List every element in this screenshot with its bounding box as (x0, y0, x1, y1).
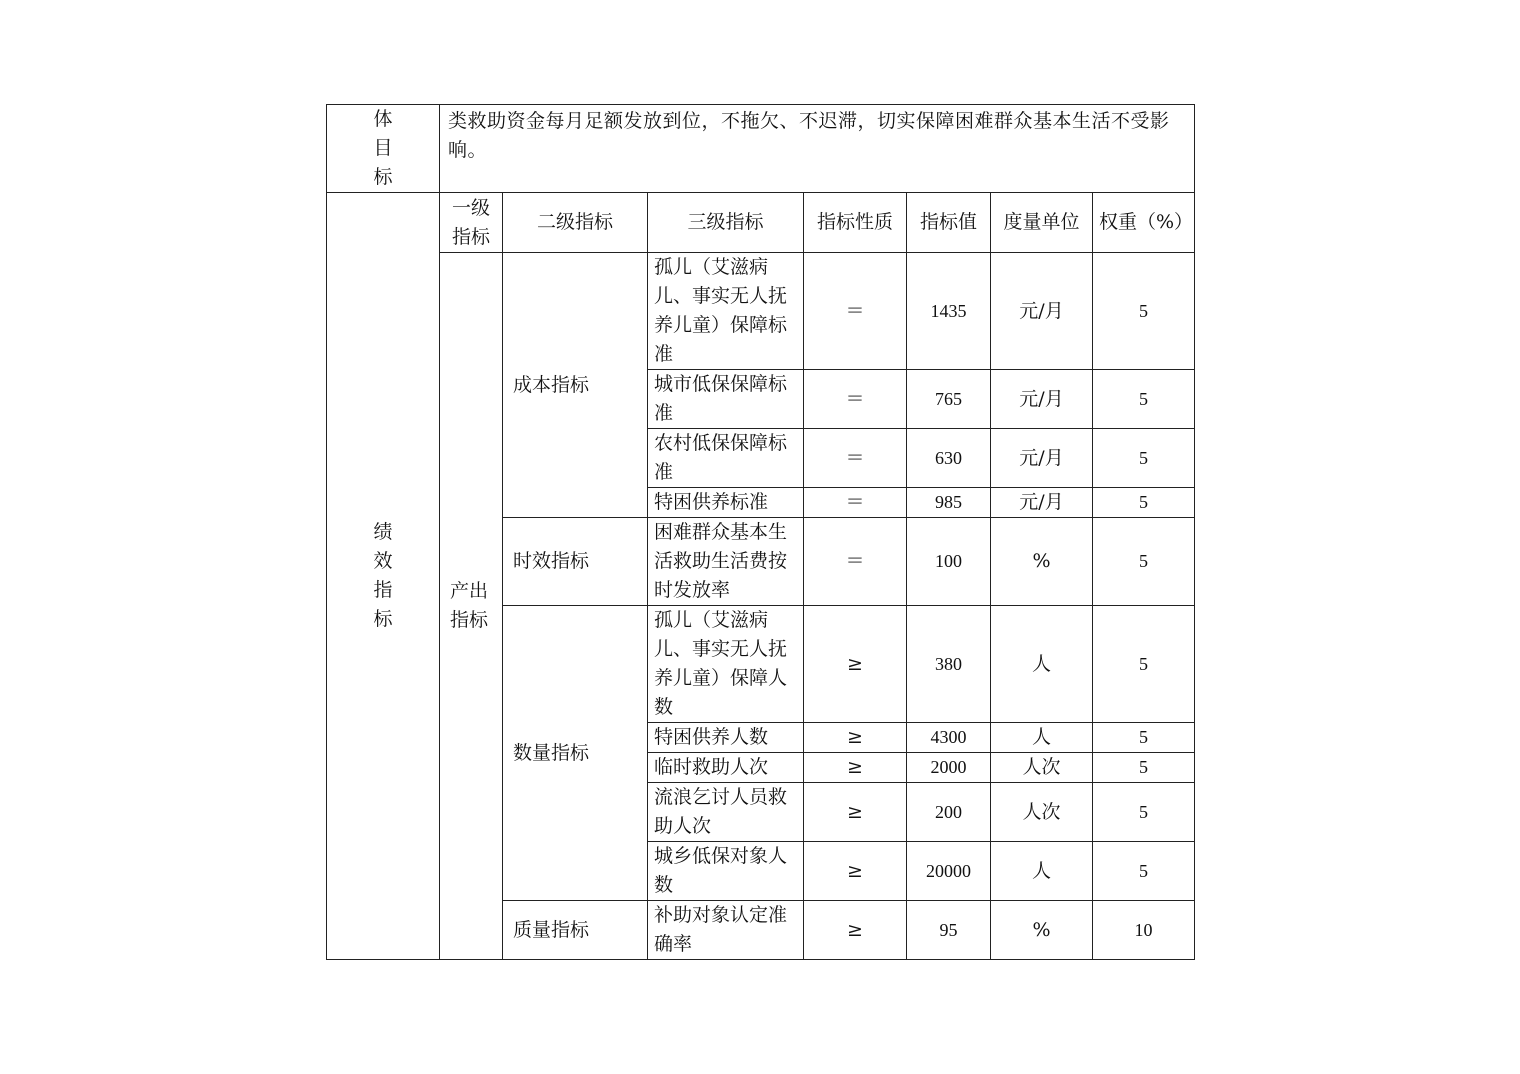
indicator-section-label: 绩 效 指 标 (327, 193, 440, 960)
row-nature: ＝ (804, 370, 907, 429)
row-unit: 人 (991, 842, 1093, 901)
row-value: 100 (907, 518, 991, 606)
goal-text: 类救助资金每月足额发放到位，不拖欠、不迟滞，切实保障困难群众基本生活不受影响。 (440, 105, 1195, 193)
header-nature: 指标性质 (804, 193, 907, 253)
row-unit: % (991, 518, 1093, 606)
row-item: 孤儿（艾滋病儿、事实无人抚养儿童）保障标准 (648, 253, 804, 370)
header-row (327, 193, 1195, 253)
row-value: 985 (907, 488, 991, 518)
row-item: 孤儿（艾滋病儿、事实无人抚养儿童）保障人数 (648, 606, 804, 723)
row-item: 特困供养标准 (648, 488, 804, 518)
group-quality-label: 质量指标 (503, 901, 648, 960)
header-level1: 一级 指标 (440, 193, 503, 253)
row-value: 765 (907, 370, 991, 429)
row-weight: 10 (1093, 901, 1195, 960)
row-value: 380 (907, 606, 991, 723)
row-nature: ＝ (804, 488, 907, 518)
row-weight: 5 (1093, 842, 1195, 901)
group-timeliness-label: 时效指标 (503, 518, 648, 606)
row-value: 4300 (907, 723, 991, 753)
group-quantity-label: 数量指标 (503, 606, 648, 901)
performance-goals-table (326, 104, 1195, 960)
row-unit: 元/月 (991, 370, 1093, 429)
row-nature: ≥ (804, 753, 907, 783)
row-item: 困难群众基本生活救助生活费按时发放率 (648, 518, 804, 606)
row-weight: 5 (1093, 253, 1195, 370)
row-nature: ＝ (804, 253, 907, 370)
row-weight: 5 (1093, 370, 1195, 429)
row-item: 城乡低保对象人数 (648, 842, 804, 901)
row-weight: 5 (1093, 518, 1195, 606)
row-weight: 5 (1093, 488, 1195, 518)
row-unit: 元/月 (991, 488, 1093, 518)
row-value: 2000 (907, 753, 991, 783)
row-nature: ≥ (804, 606, 907, 723)
row-nature: ≥ (804, 783, 907, 842)
row-item: 临时救助人次 (648, 753, 804, 783)
header-unit: 度量单位 (991, 193, 1093, 253)
goal-section-label: 体 目 标 (327, 105, 440, 193)
table-row (327, 253, 1195, 370)
row-item: 补助对象认定准确率 (648, 901, 804, 960)
row-weight: 5 (1093, 783, 1195, 842)
row-nature: ＝ (804, 518, 907, 606)
row-unit: 人 (991, 606, 1093, 723)
row-weight: 5 (1093, 753, 1195, 783)
row-item: 流浪乞讨人员救助人次 (648, 783, 804, 842)
row-unit: 人 (991, 723, 1093, 753)
row-value: 1435 (907, 253, 991, 370)
level1-output-label: 产出 指标 (440, 253, 503, 960)
row-item: 农村低保保障标准 (648, 429, 804, 488)
row-unit: 人次 (991, 753, 1093, 783)
row-item: 城市低保保障标准 (648, 370, 804, 429)
header-value: 指标值 (907, 193, 991, 253)
row-unit: % (991, 901, 1093, 960)
row-value: 95 (907, 901, 991, 960)
header-weight: 权重（%） (1093, 193, 1195, 253)
row-nature: ≥ (804, 723, 907, 753)
row-nature: ≥ (804, 842, 907, 901)
row-value: 630 (907, 429, 991, 488)
row-value: 200 (907, 783, 991, 842)
row-weight: 5 (1093, 429, 1195, 488)
row-value: 20000 (907, 842, 991, 901)
row-item: 特困供养人数 (648, 723, 804, 753)
row-unit: 元/月 (991, 253, 1093, 370)
row-weight: 5 (1093, 723, 1195, 753)
group-cost-label: 成本指标 (503, 253, 648, 518)
row-unit: 人次 (991, 783, 1093, 842)
row-weight: 5 (1093, 606, 1195, 723)
row-nature: ≥ (804, 901, 907, 960)
header-level2: 二级指标 (503, 193, 648, 253)
goal-row (327, 105, 1195, 193)
row-unit: 元/月 (991, 429, 1093, 488)
header-level3: 三级指标 (648, 193, 804, 253)
row-nature: ＝ (804, 429, 907, 488)
